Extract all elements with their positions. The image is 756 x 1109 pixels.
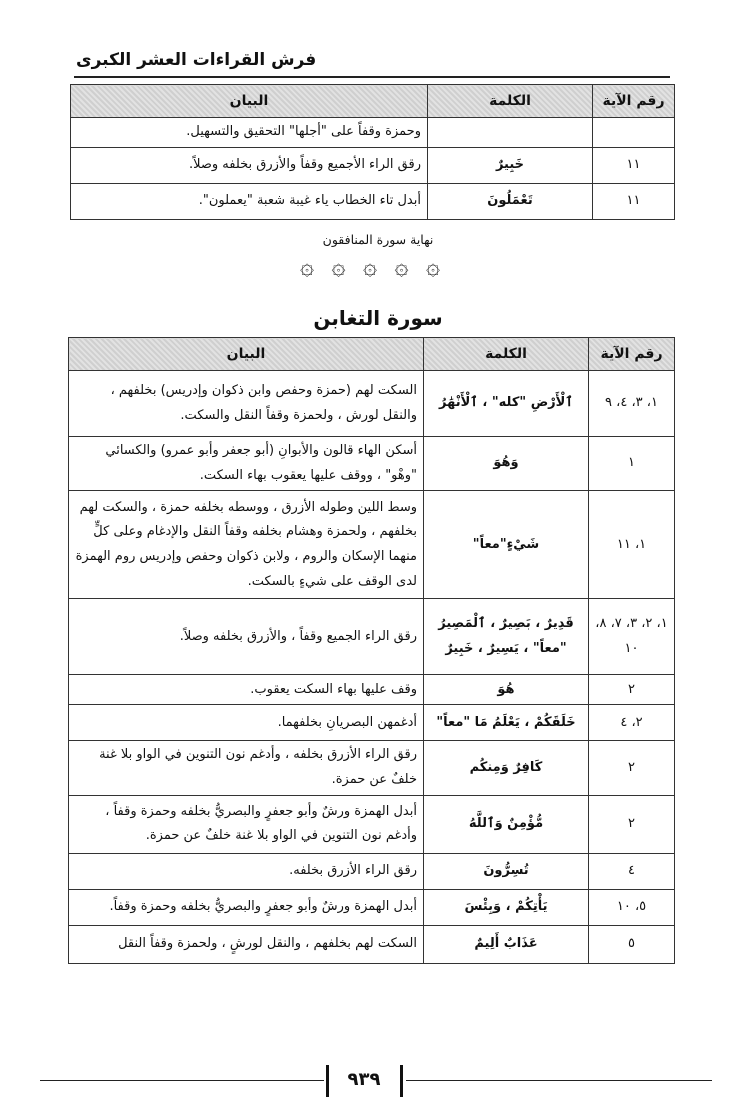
table-surah-taghabun	[68, 337, 675, 964]
surah-end-note: نهاية سورة المنافقون	[322, 232, 434, 247]
col-header-explanation: البيان	[69, 338, 424, 371]
table-row	[69, 741, 675, 795]
col-header-ayah-number: رقم الآية	[589, 338, 675, 371]
explanation-cell: وسط اللين وطوله الأزرق ، ووسطه بخلفه حمزة ، والسكت لهم بخلفهم ، ولحمزة وهشام بخلفه وقفاً النقل والإدغام وعلى كلٍّ منهما الإسكان والروم ، ولابن ذكوان وحفص وإدريس روم الهمزة لدى الوقف على شيءٍ بالسكت.	[69, 491, 424, 599]
explanation-cell: رقق الراء الأزرق بخلفه ، وأدغم نون التنوين في الواو بلا غنة خلفٌ عن حمزة.	[69, 741, 424, 795]
table-row	[69, 491, 675, 599]
table-row	[71, 183, 675, 219]
table-body	[71, 118, 675, 220]
ayah-number-cell: ٥، ١٠	[589, 889, 675, 925]
table-body	[69, 371, 675, 964]
word-cell: خَبِيرٌ	[428, 147, 593, 183]
explanation-cell: رقق الراء الأزرق بخلفه.	[69, 853, 424, 889]
ayah-number-cell: ١	[589, 437, 675, 491]
surah-title: سورة التغابن	[313, 306, 443, 330]
explanation-cell: أبدل تاء الخطاب ياء غيبة شعبة "يعملون".	[71, 183, 428, 219]
explanation-cell: أبدل الهمزة ورشٌ وأبو جعفرٍ والبصريُّ بخلفه وحمزة وقفاً.	[69, 889, 424, 925]
explanation-cell: رقق الراء الأجميع وقفاً والأزرق بخلفه وصلاً.	[71, 147, 428, 183]
table-row	[71, 118, 675, 148]
word-cell: شَيْءٍ"معاً"	[424, 491, 589, 599]
explanation-cell: رقق الراء الجميع وقفاً ، والأزرق بخلفه وصلاً.	[69, 599, 424, 675]
table-row	[69, 925, 675, 963]
explanation-cell: أدغمهن البصريانِ بخلفهما.	[69, 705, 424, 741]
table-row	[69, 795, 675, 853]
word-cell: هُوَ	[424, 675, 589, 705]
table-row	[69, 599, 675, 675]
word-cell: عَذَابٌ أَلِيمٌ	[424, 925, 589, 963]
table-header-row	[69, 338, 675, 371]
word-cell: كَافِرٌ وَمِنكُم	[424, 741, 589, 795]
page-footer	[0, 1063, 756, 1103]
ayah-number-cell	[593, 118, 675, 148]
ayah-number-cell: ١، ٣، ٤، ٩	[589, 371, 675, 437]
word-cell: وَهُوَ	[424, 437, 589, 491]
ayah-number-cell: ٢	[589, 675, 675, 705]
header-rule	[74, 76, 670, 78]
eight-point-star-icon: ۞	[425, 252, 440, 280]
ayah-number-cell: ١، ٢، ٣، ٧، ٨، ١٠	[589, 599, 675, 675]
word-cell: يَأْتِكُمْ ، وَبِئْسَ	[424, 889, 589, 925]
col-header-word: الكلمة	[428, 85, 593, 118]
table-row	[69, 705, 675, 741]
footer-rule-right	[406, 1080, 712, 1081]
footer-rule-left	[40, 1080, 324, 1081]
table-surah-munafiqun-end	[70, 84, 675, 220]
ayah-number-cell: ٥	[589, 925, 675, 963]
table-row	[69, 853, 675, 889]
eight-point-star-icon: ۞	[362, 252, 378, 280]
word-cell: ٱلْأَرْضِ "كله" ، ٱلْأَنْهَٰرُ	[424, 371, 589, 437]
ornament-stars	[300, 253, 440, 279]
ayah-number-cell: ١، ١١	[589, 491, 675, 599]
explanation-cell: وقف عليها بهاء السكت يعقوب.	[69, 675, 424, 705]
ayah-number-cell: ٢	[589, 741, 675, 795]
ayah-number-cell: ٤	[589, 853, 675, 889]
eight-point-star-icon: ۞	[331, 252, 346, 280]
ayah-number-cell: ١١	[593, 183, 675, 219]
word-cell: خَلَقَكُمْ ، يَعْلَمُ مَا "معاً"	[424, 705, 589, 741]
word-cell: قَدِيرٌ ، بَصِيرٌ ، ٱلْمَصِيرُ "معاً" ، يَسِيرٌ ، خَبِيرٌ	[424, 599, 589, 675]
running-header-title: فرش القراءات العشر الكبرى	[76, 50, 317, 70]
eight-point-star-icon: ۞	[394, 252, 409, 280]
word-cell: تُسِرُّونَ	[424, 853, 589, 889]
eight-point-star-icon: ۞	[300, 252, 315, 280]
explanation-cell: وحمزة وقفاً على "أجلها" التحقيق والتسهيل.	[71, 118, 428, 148]
word-cell: مُّؤْمِنٌ وَٱللَّهُ	[424, 795, 589, 853]
explanation-cell: السكت لهم (حمزة وحفص وابن ذكوان وإدريس) بخلفهم ، والنقل لورش ، ولحمزة وقفاً النقل والسكت.	[69, 371, 424, 437]
table-row	[71, 147, 675, 183]
explanation-cell: السكت لهم بخلفهم ، والنقل لورشٍ ، ولحمزة وقفاً النقل	[69, 925, 424, 963]
table-row	[69, 437, 675, 491]
ayah-number-cell: ٢، ٤	[589, 705, 675, 741]
ayah-number-cell: ١١	[593, 147, 675, 183]
word-cell: تَعْمَلُونَ	[428, 183, 593, 219]
col-header-word: الكلمة	[424, 338, 589, 371]
explanation-cell: أبدل الهمزة ورشٌ وأبو جعفرٍ والبصريُّ بخلفه وحمزة وقفاً ، وأدغم نون التنوين في الواو بلا غنة خلفٌ عن حمزة.	[69, 795, 424, 853]
footer-bar-right	[400, 1065, 403, 1097]
table-row	[69, 371, 675, 437]
ayah-number-cell: ٢	[589, 795, 675, 853]
col-header-explanation: البيان	[71, 85, 428, 118]
col-header-ayah-number: رقم الآية	[593, 85, 675, 118]
explanation-cell: أسكن الهاء قالون والأبوانِ (أبو جعفر وأبو عمرو) والكسائي "وهْو" ، ووقف عليها يعقوب بهاء السكت.	[69, 437, 424, 491]
table-row	[69, 889, 675, 925]
table-row	[69, 675, 675, 705]
word-cell	[428, 118, 593, 148]
page-number: ٩٣٩	[347, 1069, 381, 1090]
table-header-row	[71, 85, 675, 118]
